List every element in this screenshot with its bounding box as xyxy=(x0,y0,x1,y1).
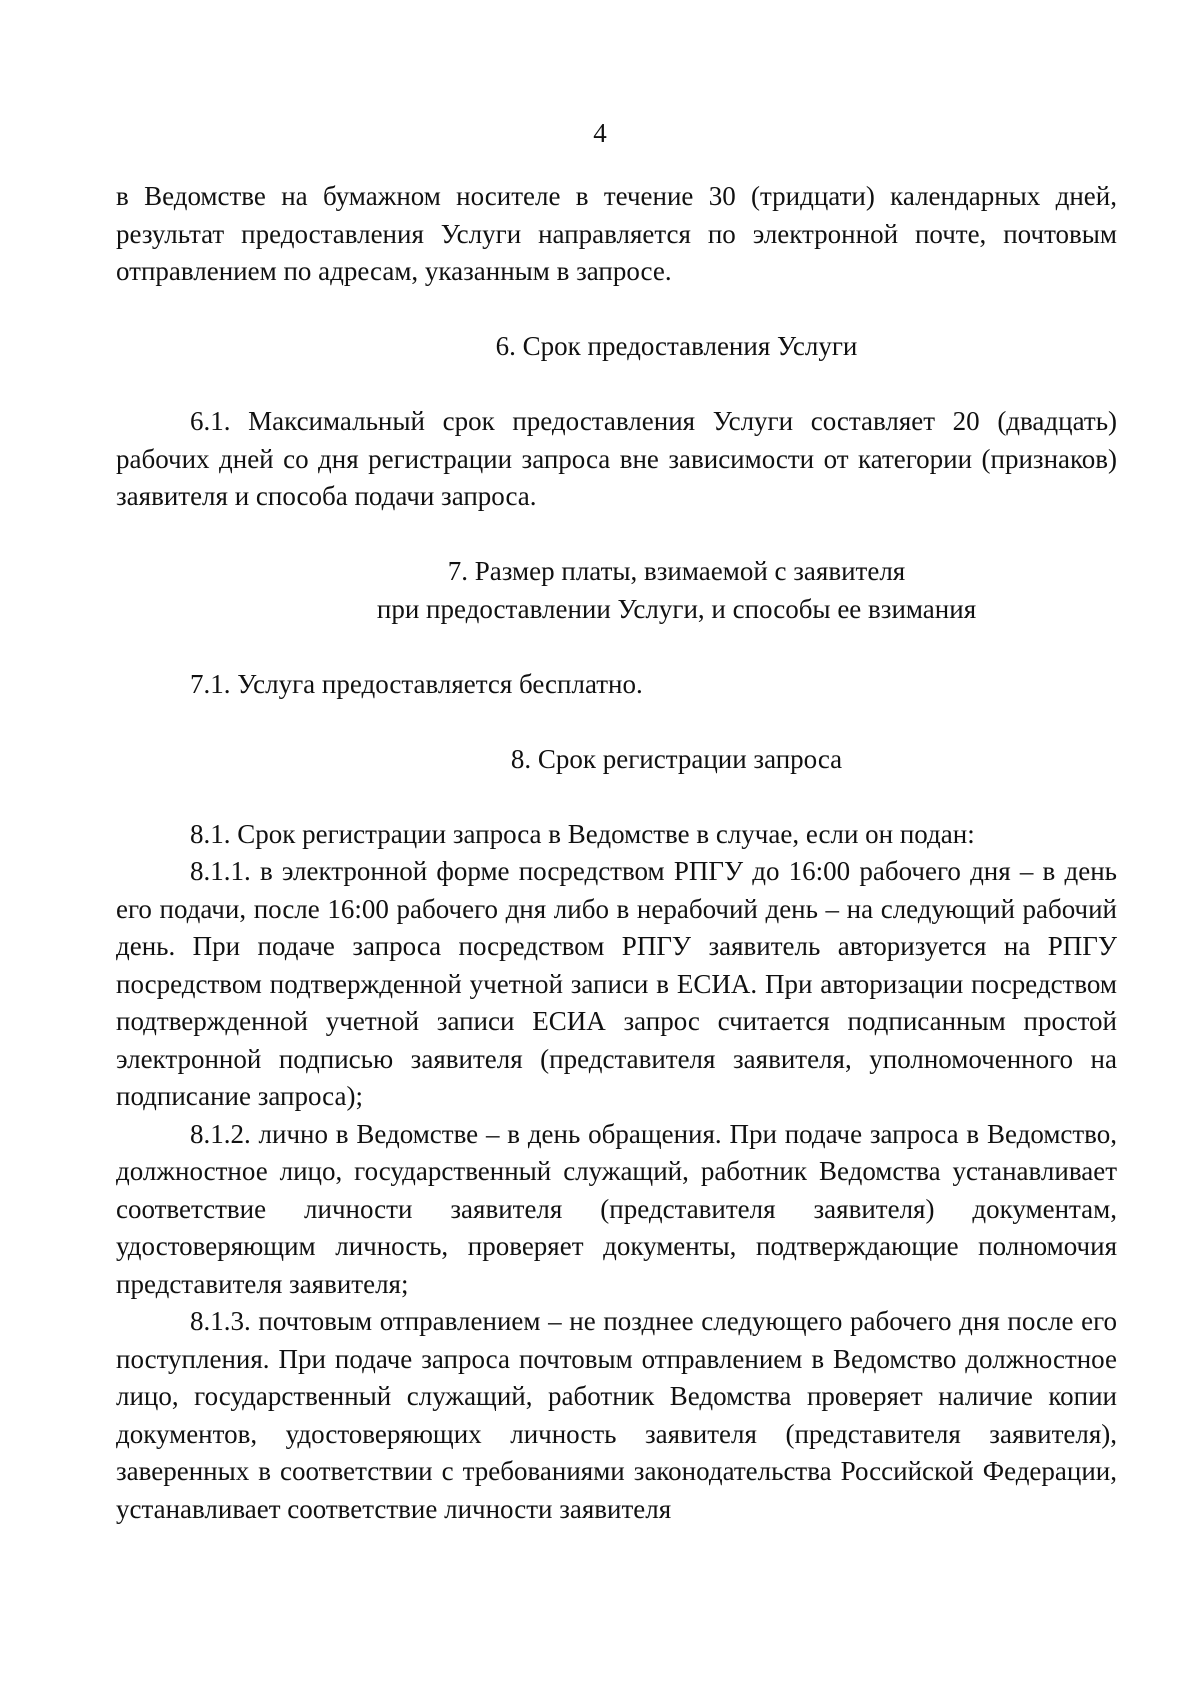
section-heading-6: 6. Срок предоставления Услуги xyxy=(495,331,858,361)
paragraph-7-1: 7.1. Услуга предоставляется бесплатно. xyxy=(190,668,643,699)
spacer xyxy=(116,516,1117,554)
spacer xyxy=(116,703,1117,741)
paragraph-8-1: 8.1. Срок регистрации запроса в Ведомстве в случае, если он подан: xyxy=(190,818,975,849)
paragraph-8-1-1: 8.1.1. в электронной форме посредством РПГУ до 16:00 рабочего дня – в день его подачи, после 16:00 рабочего дня либо в нерабочий день – на следующий рабочий день. При подаче запроса посредством РПГУ заявитель авторизуется на РПГУ посредством подтвержденной учетной записи в ЕСИА. При авторизации посредством подтвержденной учетной записи ЕСИА запрос считается подписанным простой электронной подписью заявителя (представителя заявителя, уполномоченного на подписание запроса); xyxy=(116,856,1117,1111)
section-heading-8: 8. Срок регистрации запроса xyxy=(510,743,843,774)
spacer xyxy=(116,778,1117,816)
spacer xyxy=(116,628,1117,666)
paragraph-8-1-3: 8.1.3. почтовым отправлением – не позднее следующего рабочего дня после его поступления. При подаче запроса почтовым отправлением в Ведомство должностное лицо, государственный служащий, работник Ведомства проверяет наличие копии документов, удостоверяющих личность заявителя (представителя заявителя), заверенных в соответствии с требованиями законодательства Российской Федерации, устанавливает соответствие личности заявителя xyxy=(116,1306,1117,1524)
document-body xyxy=(116,178,1117,1528)
page-number: 4 xyxy=(593,118,607,148)
section-heading-7-line-1: 7. Размер платы, взимаемой с заявителя xyxy=(447,556,906,586)
paragraph-intro: в Ведомстве на бумажном носителе в течение 30 (тридцати) календарных дней, результат предоставления Услуги направляется по электронной почте, почтовым отправлением по адресам, указанным в запросе. xyxy=(116,181,1117,286)
paragraph-8-1-2: 8.1.2. лично в Ведомстве – в день обращения. При подаче запроса в Ведомство, должностное лицо, государственный служащий, работник Ведомства устанавливает соответствие личности заявителя (представителя заявителя) документам, удостоверяющим личность, проверяет документы, подтверждающие полномочия представителя заявителя; xyxy=(116,1118,1117,1299)
paragraph-6-1: 6.1. Максимальный срок предоставления Услуги составляет 20 (двадцать) рабочих дней со дня регистрации запроса вне зависимости от категории (признаков) заявителя и способа подачи запроса. xyxy=(116,406,1117,511)
spacer xyxy=(116,291,1117,329)
section-heading-7-line-2: при предоставлении Услуги, и способы ее взимания xyxy=(376,593,977,624)
spacer xyxy=(116,366,1117,404)
